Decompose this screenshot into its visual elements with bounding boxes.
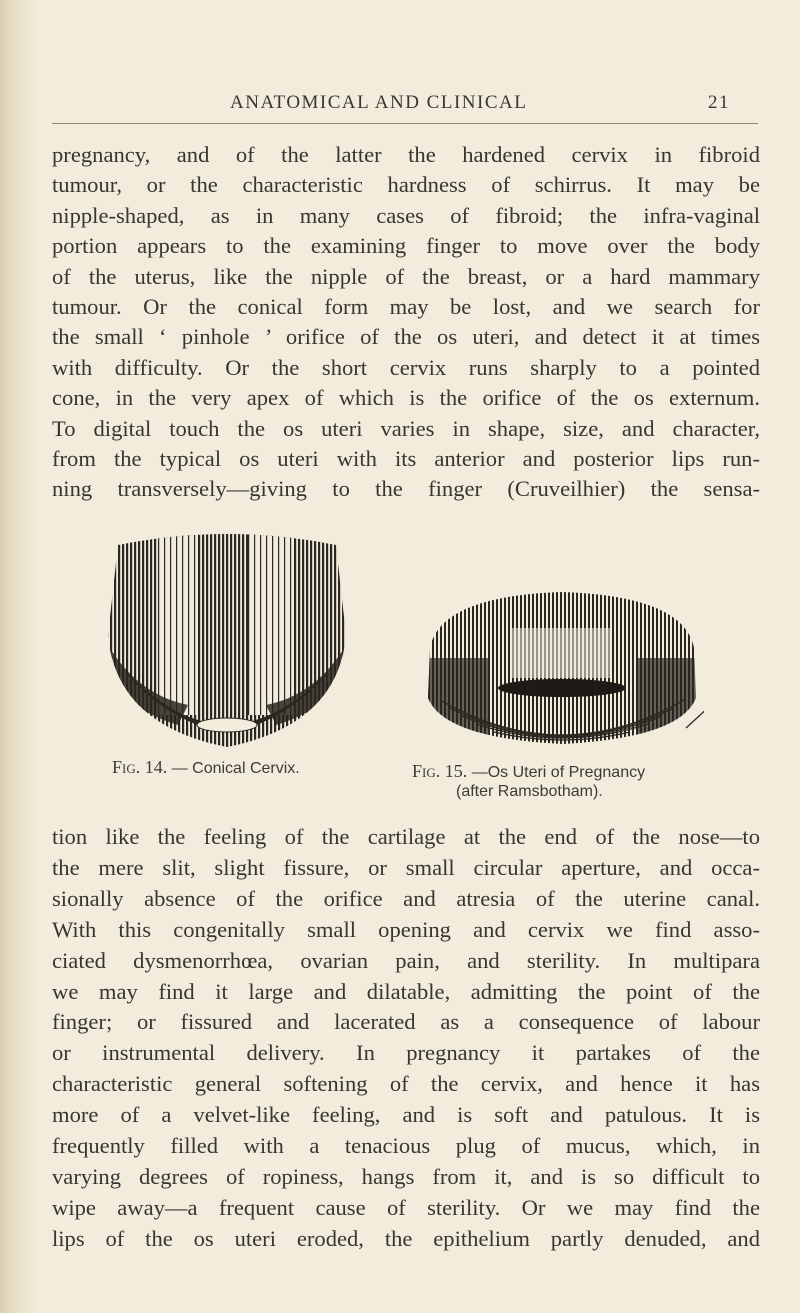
- fig15-caption-text: —Os Uteri of Pregnancy: [471, 764, 646, 781]
- header-rule: [52, 123, 758, 124]
- text-line: with difficulty. Or the short cervix runs sharply to a pointed: [52, 354, 760, 380]
- text-line: characteristic general softening of the cervix, and hence it has: [52, 1071, 760, 1097]
- text-line: or instrumental delivery. In pregnancy it partakes of the: [52, 1040, 760, 1066]
- text-line: finger; or fissured and lacerated as a consequence of labour: [52, 1009, 760, 1035]
- text-line: To digital touch the os uteri varies in shape, size, and character,: [52, 415, 760, 441]
- page-number: 21: [708, 92, 730, 113]
- text-line: the mere slit, slight fissure, or small circular aperture, and occa-: [52, 854, 760, 880]
- text-line: portion appears to the examining finger to move over the body: [52, 233, 760, 259]
- text-line: we may find it large and dilatable, admitting the point of the: [52, 978, 760, 1004]
- fig15-caption-attribution: (after Ramsbotham).: [456, 783, 603, 800]
- text-line: nipple-shaped, as in many cases of fibroid; the infra-vaginal: [52, 202, 760, 228]
- text-line: frequently filled with a tenacious plug of mucus, which, in: [52, 1133, 760, 1159]
- fig14-caption: [112, 757, 300, 778]
- text-line: cone, in the very apex of which is the orifice of the os externum.: [52, 385, 760, 411]
- fig15-caption: [412, 762, 645, 801]
- text-line: lips of the os uteri eroded, the epithelium partly denuded, and: [52, 1225, 760, 1251]
- text-line: With this congenitally small opening and cervix we find asso-: [52, 916, 760, 942]
- text-line: wipe away—a frequent cause of sterility. Or we may find the: [52, 1194, 760, 1220]
- text-line: pregnancy, and of the latter the hardened cervix in fibroid: [52, 142, 760, 167]
- text-line: varying degrees of ropiness, hangs from it, and is so difficult to: [52, 1163, 760, 1189]
- page-binding-edge: [0, 0, 36, 1313]
- text-line: tumour. Or the conical form may be lost, and we search for: [52, 294, 760, 320]
- text-line: ning transversely—giving to the finger (Cruveilhier) the sensa-: [52, 476, 760, 502]
- paragraph-top: [52, 140, 760, 505]
- text-line: more of a velvet-like feeling, and is soft and patulous. It is: [52, 1102, 760, 1128]
- text-line: tion like the feeling of the cartilage at the end of the nose—to: [52, 824, 760, 849]
- text-line: from the typical os uteri with its anterior and posterior lips run-: [52, 446, 760, 472]
- os-uteri-pregnancy-engraving: [420, 588, 704, 754]
- text-line: the small ‘ pinhole ’ orifice of the os uteri, and detect it at times: [52, 324, 760, 350]
- conical-cervix-engraving: [98, 525, 356, 751]
- text-line: tumour, or the characteristic hardness of schirrus. It may be: [52, 172, 760, 198]
- text-line: of the uterus, like the nipple of the breast, or a hard mammary: [52, 263, 760, 289]
- paragraph-bottom: [52, 822, 760, 1255]
- text-line: sionally absence of the orifice and atresia of the uterine canal.: [52, 885, 760, 911]
- fig14-label: Fig. 14.: [112, 757, 168, 777]
- running-title: ANATOMICAL AND CLINICAL: [230, 92, 528, 113]
- fig14-caption-text: — Conical Cervix.: [171, 760, 300, 777]
- text-line: ciated dysmenorrhœa, ovarian pain, and sterility. In multipara: [52, 947, 760, 973]
- fig15-label: Fig. 15.: [412, 761, 468, 781]
